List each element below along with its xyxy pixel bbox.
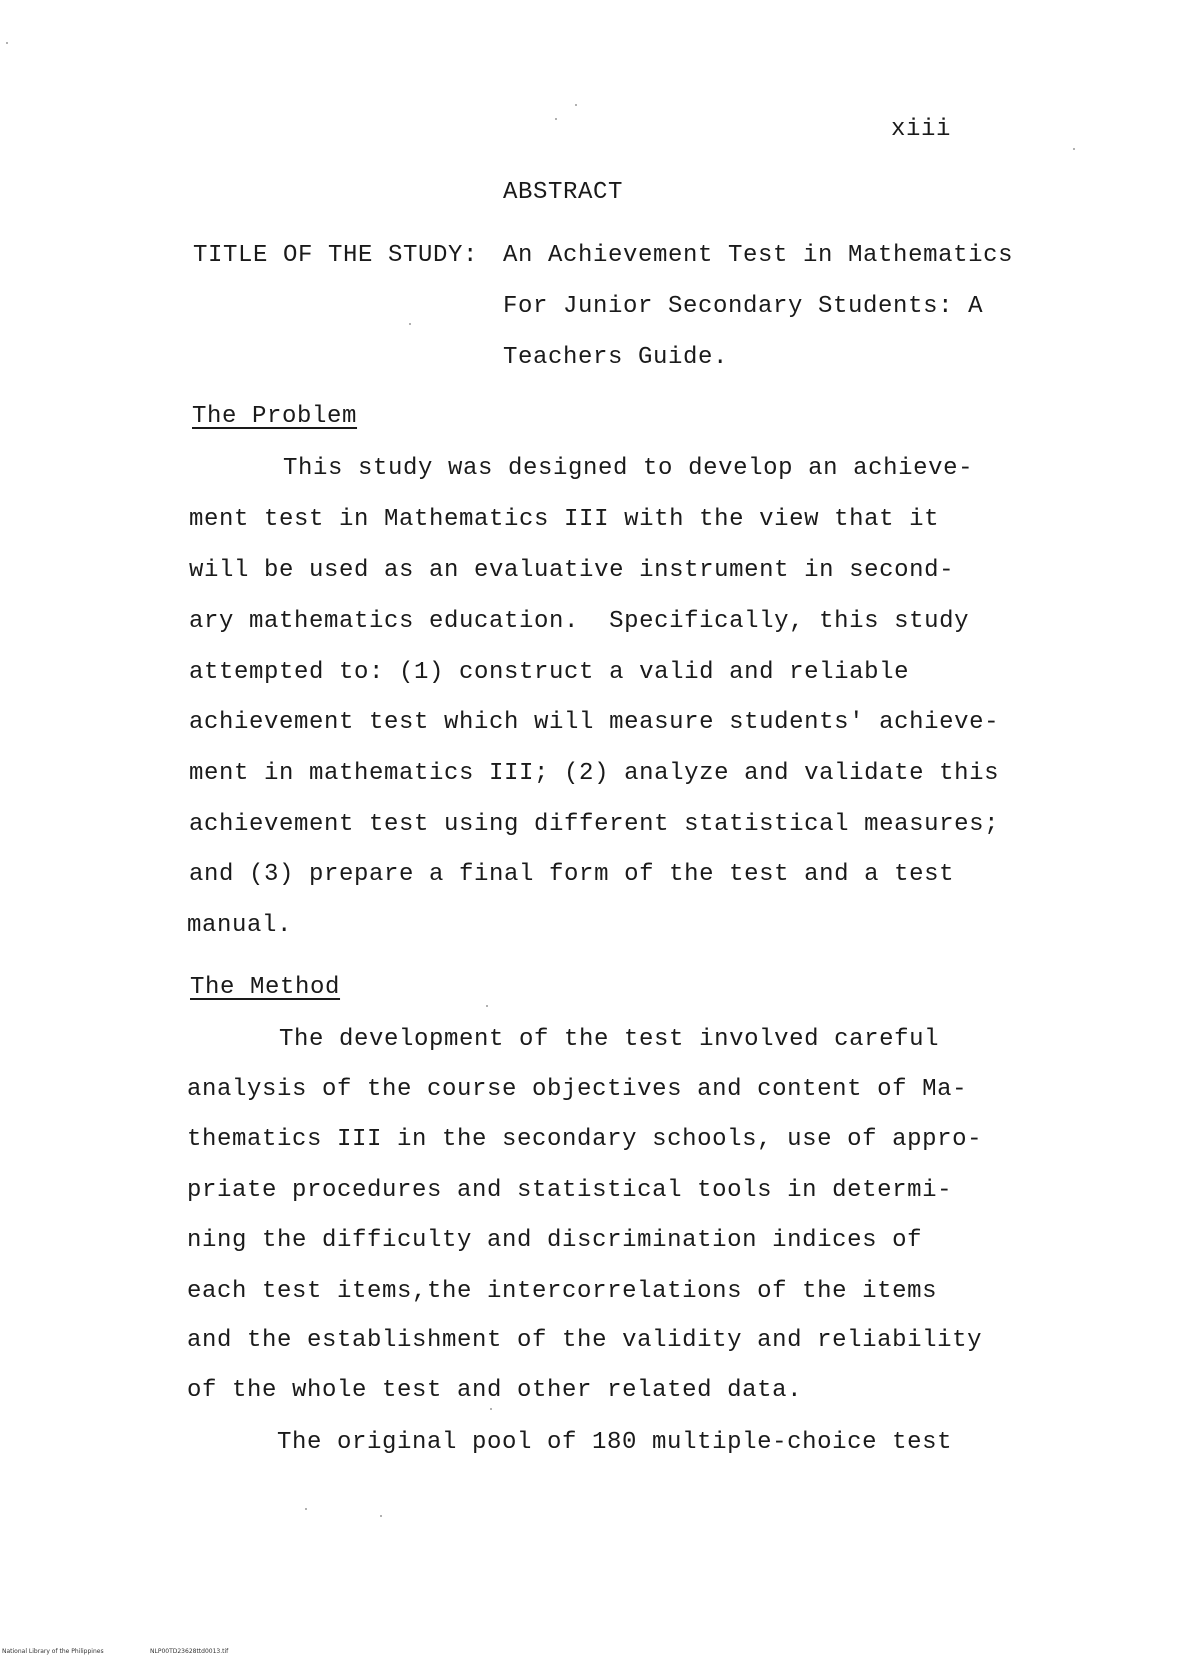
paragraph-line: and (3) prepare a final form of the test and a test — [189, 861, 955, 888]
paragraph-line: manual. — [187, 912, 293, 939]
paragraph-line: The development of the test involved careful — [279, 1026, 940, 1053]
page-number: xiii — [891, 116, 952, 143]
scan-speck — [1073, 148, 1075, 150]
scan-speck — [486, 1005, 488, 1007]
title-line: For Junior Secondary Students: A — [503, 293, 984, 320]
paragraph-line: each test items,the intercorrelations of the items — [187, 1278, 938, 1305]
paragraph-line: The original pool of 180 multiple-choice test — [277, 1429, 953, 1456]
paragraph-line: of the whole test and other related data. — [187, 1377, 803, 1404]
footer-file-id: NLP00TD23628ttd0013.tif — [150, 1648, 229, 1655]
scan-speck — [380, 1515, 382, 1517]
scan-speck — [490, 1408, 492, 1410]
paragraph-line: thematics III in the secondary schools, use of appro- — [187, 1126, 983, 1153]
paragraph-line: ment test in Mathematics III with the view that it — [189, 506, 940, 533]
scan-speck — [6, 42, 8, 44]
paragraph-line: ning the difficulty and discrimination indices of — [187, 1227, 923, 1254]
section-heading-problem: The Problem — [192, 403, 358, 430]
footer-library: National Library of the Philippines — [2, 1648, 104, 1655]
paragraph-line: and the establishment of the validity and reliability — [187, 1327, 983, 1354]
paragraph-line: achievement test which will measure students' achieve- — [189, 709, 1000, 736]
paragraph-line: attempted to: (1) construct a valid and reliable — [189, 659, 910, 686]
scan-speck — [305, 1508, 307, 1510]
abstract-heading: ABSTRACT — [503, 179, 624, 206]
section-heading-method: The Method — [190, 974, 341, 1001]
paragraph-line: This study was designed to develop an achieve- — [283, 455, 974, 482]
paragraph-line: ary mathematics education. Specifically, this study — [189, 608, 970, 635]
scan-speck — [555, 118, 557, 120]
scan-speck — [409, 323, 411, 325]
title-line: Teachers Guide. — [503, 344, 729, 371]
title-label: TITLE OF THE STUDY: — [193, 242, 479, 269]
paragraph-line: achievement test using different statistical measures; — [189, 811, 1000, 838]
paragraph-line: analysis of the course objectives and content of Ma- — [187, 1076, 968, 1103]
title-line: An Achievement Test in Mathematics — [503, 242, 1014, 269]
scan-speck — [575, 104, 577, 106]
paragraph-line: ment in mathematics III; (2) analyze and validate this — [189, 760, 1000, 787]
paragraph-line: will be used as an evaluative instrument in second- — [189, 557, 955, 584]
paragraph-line: priate procedures and statistical tools in determi- — [187, 1177, 953, 1204]
